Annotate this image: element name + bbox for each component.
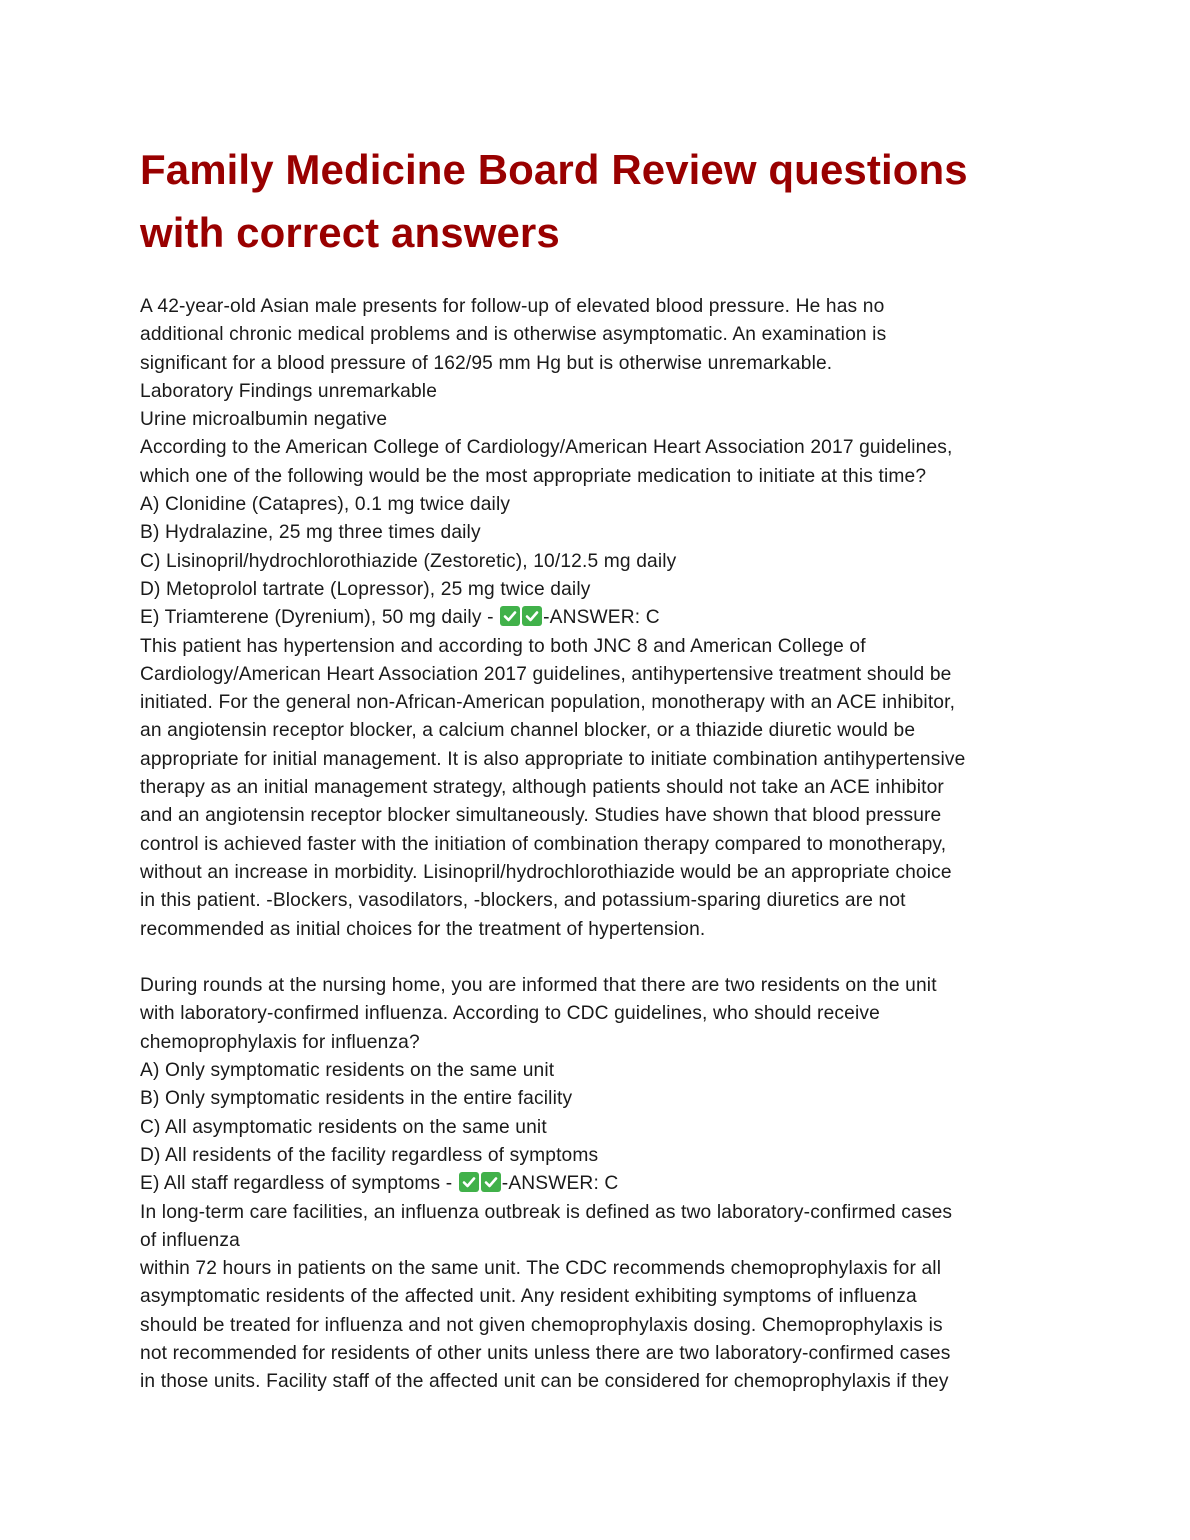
document-title: [140, 138, 1060, 264]
explanation-line: should be treated for influenza and not given chemoprophylaxis dosing. Chemoprophylaxis is: [140, 1314, 943, 1336]
answer-option: D) Metoprolol tartrate (Lopressor), 25 mg twice daily: [140, 578, 591, 600]
explanation-line: Cardiology/American Heart Association 2017 guidelines, antihypertensive treatment should be: [140, 663, 952, 685]
answer-options: [140, 1057, 1060, 1198]
stem-line: with laboratory-confirmed influenza. According to CDC guidelines, who should receive: [140, 1003, 880, 1025]
answer-option: A) Only symptomatic residents on the same unit: [140, 1060, 555, 1082]
explanation-line: within 72 hours in patients on the same unit. The CDC recommends chemoprophylaxis for all: [140, 1258, 942, 1280]
check-mark-button-icon: [522, 606, 542, 626]
answer-option: C) All asymptomatic residents on the same unit: [140, 1116, 547, 1138]
question-stem: [140, 293, 1060, 491]
stem-line: According to the American College of Cardiology/American Heart Association 2017 guidelines,: [140, 437, 953, 459]
explanation-line: without an increase in morbidity. Lisinopril/hydrochlorothiazide would be an appropriate choice: [140, 861, 952, 883]
answer-option: A) Clonidine (Catapres), 0.1 mg twice daily: [140, 494, 511, 516]
explanation-line: in this patient. -Blockers, vasodilators, -blockers, and potassium-sparing diuretics are not: [140, 890, 906, 912]
explanation-line: in those units. Facility staff of the affected unit can be considered for chemoprophylaxis if they: [140, 1371, 949, 1393]
title-line: Family Medicine Board Review questions: [140, 146, 968, 193]
document-page: [140, 138, 1060, 1397]
stem-line: Urine microalbumin negative: [140, 409, 388, 431]
check-mark-button-icon: [500, 606, 520, 626]
explanation-line: of influenza: [140, 1229, 240, 1251]
explanation-line: not recommended for residents of other units unless there are two laboratory-confirmed cases: [140, 1342, 951, 1364]
title-line: with correct answers: [140, 209, 560, 256]
explanation-line: therapy as an initial management strategy, although patients should not take an ACE inhibitor: [140, 777, 944, 799]
explanation-line: appropriate for initial management. It is also appropriate to initiate combination antihypertensive: [140, 748, 966, 770]
stem-line: which one of the following would be the most appropriate medication to initiate at this time?: [140, 465, 927, 487]
explanation-line: asymptomatic residents of the affected unit. Any resident exhibiting symptoms of influenza: [140, 1286, 917, 1308]
stem-line: chemoprophylaxis for influenza?: [140, 1031, 420, 1053]
explanation-line: and an angiotensin receptor blocker simultaneously. Studies have shown that blood pressure: [140, 805, 942, 827]
question-1: [140, 293, 1060, 944]
document-body: [140, 293, 1060, 1397]
stem-line: significant for a blood pressure of 162/95 mm Hg but is otherwise unremarkable.: [140, 352, 833, 374]
answer-explanation: [140, 1199, 1060, 1397]
answer-explanation: [140, 633, 1060, 944]
explanation-line: In long-term care facilities, an influenza outbreak is defined as two laboratory-confirmed cases: [140, 1201, 953, 1223]
last-option-text: E) Triamterene (Dyrenium), 50 mg daily -: [140, 607, 500, 629]
stem-line: A 42-year-old Asian male presents for follow-up of elevated blood pressure. He has no: [140, 296, 885, 317]
explanation-line: control is achieved faster with the initiation of combination therapy compared to monotherapy,: [140, 833, 947, 855]
question-2: [140, 972, 1060, 1396]
explanation-line: initiated. For the general non-African-American population, monotherapy with an ACE inhibitor,: [140, 692, 956, 714]
check-mark-button-icon: [459, 1172, 479, 1192]
explanation-line: an angiotensin receptor blocker, a calcium channel blocker, or a thiazide diuretic would be: [140, 720, 916, 742]
explanation-line: recommended as initial choices for the treatment of hypertension.: [140, 918, 706, 940]
stem-line: Laboratory Findings unremarkable: [140, 380, 438, 402]
stem-line: During rounds at the nursing home, you are informed that there are two residents on the unit: [140, 975, 937, 997]
stem-line: additional chronic medical problems and is otherwise asymptomatic. An examination is: [140, 324, 887, 346]
answer-option-with-answer: [140, 1170, 1060, 1198]
answer-label: -ANSWER: C: [543, 607, 660, 629]
answer-option: C) Lisinopril/hydrochlorothiazide (Zestoretic), 10/12.5 mg daily: [140, 550, 677, 572]
answer-label: -ANSWER: C: [501, 1173, 619, 1195]
check-mark-button-icon: [481, 1172, 501, 1192]
answer-option: B) Hydralazine, 25 mg three times daily: [140, 522, 481, 544]
explanation-line: This patient has hypertension and according to both JNC 8 and American College of: [140, 635, 866, 657]
answer-options: [140, 491, 1060, 632]
question-stem: [140, 972, 1060, 1057]
paragraph-spacer: [140, 944, 1060, 972]
answer-option: D) All residents of the facility regardless of symptoms: [140, 1144, 599, 1166]
answer-option-with-answer: [140, 604, 1060, 632]
last-option-text: E) All staff regardless of symptoms -: [140, 1173, 458, 1195]
answer-option: B) Only symptomatic residents in the entire facility: [140, 1088, 573, 1110]
